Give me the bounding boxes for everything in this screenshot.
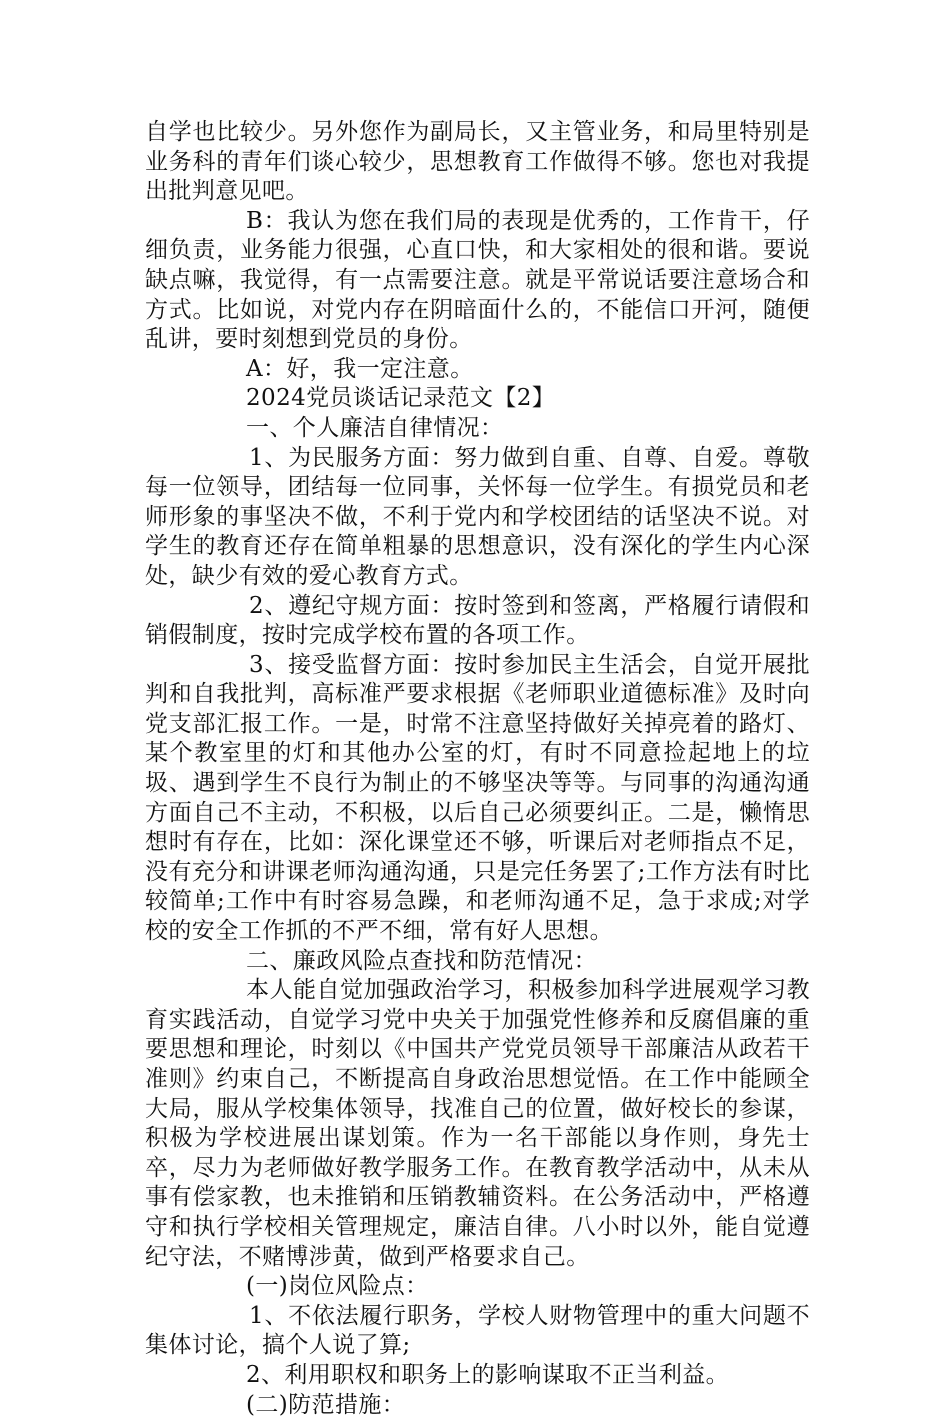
- heading-personal-integrity: 一、个人廉洁自律情况：: [246, 414, 504, 441]
- heading-post-risks: (一)岗位风险点：: [246, 1273, 429, 1300]
- paragraph-risk-2: 2、利用职权和职务上的影响谋取不正当利益。: [246, 1361, 730, 1388]
- paragraph-discipline: 2、遵纪守规方面：按时签到和签离，严格履行请假和销假制度，按时完成学校布置的各项工作。: [145, 592, 810, 649]
- paragraph-a-reply: A：好，我一定注意。: [246, 355, 474, 382]
- heading-risk-points: 二、廉政风险点查找和防范情况：: [246, 947, 597, 974]
- paragraph-b-reply: B：我认为您在我们局的表现是优秀的，工作肯干，仔细负责，业务能力很强，心直口快，和大家相处的很和谐。要说缺点嘛，我觉得，有一点需要注意。就是平常说话要注意场合和方式。比如说，对党内存在阴暗面什么的，不能信口开河，随便乱讲，要时刻想到党员的身份。: [145, 207, 810, 353]
- paragraph-supervision: 3、接受监督方面：按时参加民主生活会，自觉开展批判和自我批判，高标准严要求根据《老师职业道德标准》及时向党支部汇报工作。一是，时常不注意坚持做好关掉亮着的路灯、某个教室里的灯和其他办公室的灯，有时不同意捡起地上的垃圾、遇到学生不良行为制止的不够坚决等等。与同事的沟通沟通方面自己不主动，不积极，以后自己必须要纠正。二是，懒惰思想时有存在，比如：深化课堂还不够，听课后对老师指点不足，没有充分和讲课老师沟通沟通，只是完任务罢了;工作方法有时比较简单;工作中有时容易急躁，和老师沟通不足，急于求成;对学校的安全工作抓的不严不细，常有好人思想。: [145, 651, 810, 945]
- heading-prevention-measures: (二)防范措施：: [246, 1391, 406, 1418]
- section-title: 2024党员谈话记录范文【2】: [246, 385, 556, 412]
- paragraph-risk-1: 1、不依法履行职务，学校人财物管理中的重大问题不集体讨论，搞个人说了算;: [145, 1302, 810, 1359]
- paragraph-service: 1、为民服务方面：努力做到自重、自尊、自爱。尊敬每一位领导，团结每一位同事，关怀每一位学生。有损党员和老师形象的事坚决不做，不利于党内和学校团结的话坚决不说。对学生的教育还存在简单粗暴的思想意识，没有深化的学生内心深处，缺少有效的爱心教育方式。: [145, 444, 810, 589]
- document-body: [145, 118, 810, 1420]
- paragraph-continuation: 自学也比较少。另外您作为副局长，又主管业务，和局里特别是业务科的青年们谈心较少，思想教育工作做得不够。您也对我提出批判意见吧。: [145, 119, 810, 205]
- paragraph-self-study: 本人能自觉加强政治学习，积极参加科学进展观学习教育实践活动，自觉学习党中央关于加强党性修养和反腐倡廉的重要思想和理论，时刻以《中国共产党党员领导干部廉洁从政若干准则》约束自己，不断提高自身政治思想觉悟。在工作中能顾全大局，服从学校集体领导，找准自己的位置，做好校长的参谋，积极为学校进展出谋划策。作为一名干部能以身作则，身先士卒，尽力为老师做好教学服务工作。在教育教学活动中，从未从事有偿家教，也未推销和压销教辅资料。在公务活动中，严格遵守和执行学校相关管理规定，廉洁自律。八小时以外，能自觉遵纪守法，不赌博涉黄，做到严格要求自己。: [145, 977, 810, 1270]
